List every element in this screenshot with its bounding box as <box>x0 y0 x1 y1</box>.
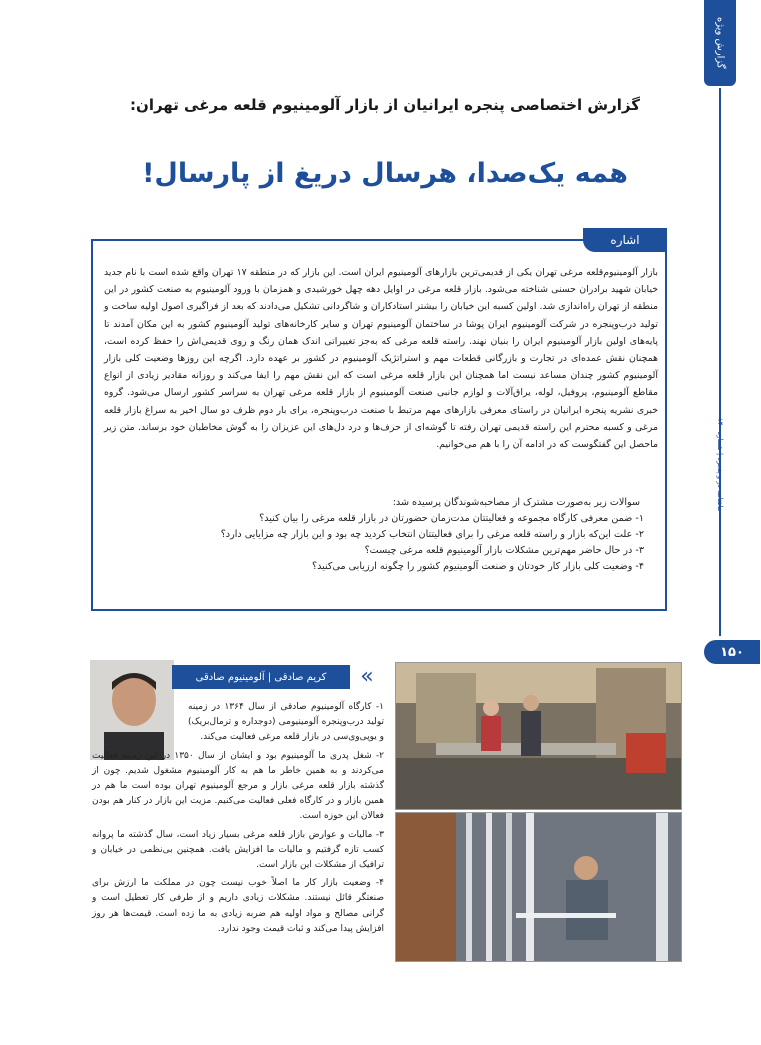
question-item: ۱- ضمن معرفی کارگاه مجموعه و فعالیتتان مدت‌زمان حضورتان در بازار قلعه مرغی را بیان کنید؟ <box>259 513 644 524</box>
chevron-left-icon: « <box>360 664 374 689</box>
answer-paragraph: ۲- شغل پدری ما آلومینیوم بود و ایشان از سال ۱۳۵۰ در این زمینه فعالیت می‌کردند و به همین خاطر ما هم به کار آلومینیوم مشغول شدیم. چون از گذشته بازار قلعه مرغی بازار و مرجع آلومینیوم تهران بوده است ما هم در همین بازار و در کارگاه فعلی فعالیت می‌کنیم. مزیت این بازار در کنار هم بودن فعالان این حوزه است. <box>92 750 385 822</box>
page-number: ۱۵۰ <box>704 640 760 664</box>
answer-paragraph: ۱- کارگاه آلومینیوم صادقی از سال ۱۳۶۴ در زمینه تولید درب‌وپنجره آلومینیومی (دوجداره و ترمال‌بریک) و یوپی‌وی‌سی در بازار قلعه مرغی فعالیت می‌کند. <box>188 702 385 743</box>
side-ribbon <box>704 88 736 636</box>
question-item: ۳- در حال حاضر مهم‌ترین مشکلات بازار آلومینیوم قلعه مرغی چیست؟ <box>364 545 644 556</box>
workshop-photo-2-image <box>396 813 681 961</box>
section-tab <box>704 0 736 86</box>
intro-tab: اشاره <box>583 228 667 252</box>
questions-intro: سوالات زیر به‌صورت مشترک از مصاحبه‌شوندگان پرسیده شد: <box>392 497 640 508</box>
supertitle: گزارش اختصاصی پنجره ایرانیان از بازار آلومینیوم قلعه مرغی تهران: <box>130 96 640 114</box>
question-item: ۴- وضعیت کلی بازار کار خودتان و صنعت آلومینیوم کشور را چگونه ارزیابی می‌کنید؟ <box>312 561 644 572</box>
interview-answers <box>92 700 384 940</box>
workshop-photo-1 <box>395 662 682 810</box>
page-title: همه یک‌صدا، هرسال دریغ از پارسال! <box>142 158 628 189</box>
side-ribbon-strip <box>714 88 726 636</box>
answer-paragraph: ۳- مالیات و عوارض بازار قلعه مرغی بسیار زیاد است، سال گذشته ما پروانه کسب تازه گرفتیم و مالیات ما افزایش یافت. همچنین بی‌نظمی در خیابان و ترافیک از مشکلات این بازار است. <box>92 829 384 871</box>
question-item: ۲- علت این‌که بازار و راسته قلعه مرغی را برای فعالیتتان انتخاب کردید چه بود و این بازار چه مزایایی دارد؟ <box>220 529 644 540</box>
intro-paragraph: بازار آلومینیوم‌قلعه مرغی تهران یکی از قدیمی‌ترین بازارهای آلومینیوم ایران است. این بازار که در منطقه ۱۷ تهران واقع شده است با نام جدید خیابان شهید برادران حسنی شناخته می‌شود. بازار قلعه مرغی در اوایل دهه چهل خورشیدی و همزمان با ورود آلومینیوم به صنعت کشور در این منطقه از تهران راه‌اندازی شد. اولین کسبه این خیابان را بیشتر استادکاران و شاگردانی تشکیل می‌دادند که بعد از فراگیری اصول اولیه ساخت و تولید درب‌وپنجره در شرکت آلومینیوم ایران پوشا در ساختمان آلومینیوم تهران و سایر کارخانه‌های تولید آلومینیوم کشور به این مکان آمدند تا پایه‌های اولین بازار آلومینیوم ایران را بنیان نهند. راسته قلعه مرغی که به‌جز تغییراتی اندک همان رنگ و روی قدیمی‌اش را حفظ کرده است، همچنان نقش عمده‌ای در تجارت و بازرگانی قطعات مهم و استراتژیک آلومینیوم در کشور بر عهده دارد. اگرچه این روزها وضعیت کلی بازار آلومینیوم کشور چندان مساعد نیست اما همچنان این بازار قلعه مرغی است که این نقش مهم را ایفا می‌کند و روزانه مقادیر زیادی از انواع مقاطع آلومینیوم، پروفیل، لوله، یراق‌آلات و لوازم جانبی صنعت آلومینیوم از بازار قلعه مرغی تهران به سراسر کشور ارسال می‌شود. گروه خبری نشریه پنجره ایرانیان در راستای معرفی بازارهای مهم مرتبط با صنعت درب‌وپنجره، برای بار دوم ظرف دو سال اخیر به سراغ بازار قلعه مرغی و کسبه محترم این راسته قدیمی تهران رفته تا گوشه‌ای از حرف‌ها و درد دل‌های این عزیزان را به گوش مخاطبان خود برساند. متن زیر ماحصل این گفتگوست که در ادامه آن را با هم می‌خوانیم. <box>104 267 658 451</box>
questions-block <box>104 495 658 575</box>
questions-list <box>104 511 658 575</box>
intro-text <box>104 264 658 453</box>
workshop-photo-1-image <box>396 663 681 809</box>
workshop-photo-2 <box>395 812 682 962</box>
answer-paragraph: ۴- وضعیت بازار کار ما اصلاً خوب نیست چون در مملکت ما ارزش برای صنعتگر قائل نیستند. مشکلات زیادی داریم و از طرفی کار تعطیل است و گرانی مصالح و مواد اولیه هم ضربه زیادی به ما زده است. قیمت‌ها هر روز افزایش پیدا می‌کند و ثبات قیمت وجود ندارد. <box>92 878 384 934</box>
section-tab-label: گزارش ویژه <box>714 17 726 69</box>
interviewee-label: کریم صادقی | آلومینیوم صادقی <box>172 665 350 689</box>
side-ribbon-text: ماهنامه در و پنجره | شماره ۱۴۰ <box>716 418 724 512</box>
